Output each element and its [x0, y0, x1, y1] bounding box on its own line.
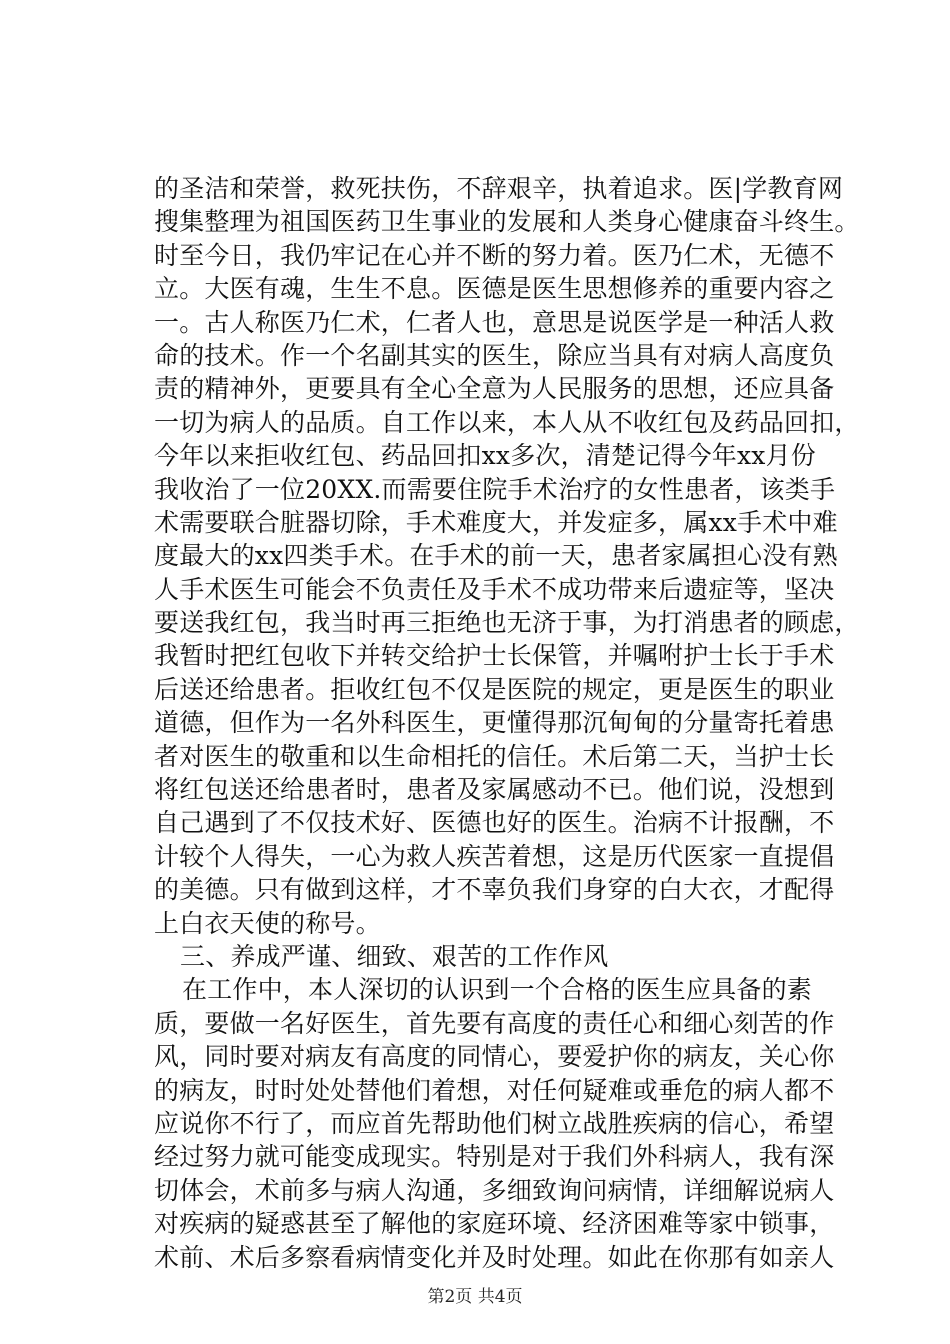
text-line: 风，同时要对病友有高度的同情心，要爱护你的病友，关心你: [154, 1042, 835, 1072]
text-line: 度最大的xx四类手术。在手术的前一天，患者家属担心没有熟: [154, 541, 838, 571]
text-line: 我暂时把红包收下并转交给护士长保管，并嘱咐护士长于手术: [154, 641, 835, 671]
text-line: 道德，但作为一名外科医生，更懂得那沉甸甸的分量寄托着患: [154, 708, 835, 738]
text-line: 搜集整理为祖国医药卫生事业的发展和人类身心健康奋斗终生。: [154, 207, 860, 237]
text-line: 责的精神外，更要具有全心全意为人民服务的思想，还应具备: [154, 374, 835, 404]
text-line: 自己遇到了不仅技术好、医德也好的医生。治病不计报酬，不: [154, 808, 835, 838]
text-line: 的美德。只有做到这样，才不辜负我们身穿的白大衣，才配得: [154, 875, 835, 905]
text-line: 质，要做一名好医生，首先要有高度的责任心和细心刻苦的作: [154, 1008, 835, 1038]
text-line: 将红包送还给患者时，患者及家属感动不已。他们说，没想到: [154, 775, 835, 805]
text-line: 对疾病的疑惑甚至了解他的家庭环境、经济困难等家中锁事，: [154, 1209, 835, 1239]
section-heading: 三、养成严谨、细致、艰苦的工作作风: [180, 941, 609, 971]
text-line: 的圣洁和荣誉，救死扶伤，不辞艰辛，执着追求。医|学教育网: [154, 174, 844, 203]
text-line: 计较个人得失，一心为救人疾苦着想，这是历代医家一直提倡: [154, 841, 835, 871]
text-line: 术前、术后多察看病情变化并及时处理。如此在你那有如亲人: [154, 1242, 835, 1272]
text-line: 立。大医有魂，生生不息。医德是医生思想修养的重要内容之: [154, 274, 835, 304]
text-line: 上白衣天使的称号。: [154, 908, 381, 938]
text-line: 人手术医生可能会不负责任及手术不成功带来后遗症等，坚决: [154, 574, 835, 604]
text-line: 经过努力就可能变成现实。特别是对于我们外科病人，我有深: [154, 1142, 835, 1172]
body-text: [154, 172, 860, 1274]
text-line: 时至今日，我仍牢记在心并不断的努力着。医乃仁术，无德不: [154, 240, 835, 270]
text-line: 的病友，时时处处替他们着想，对任何疑难或垂危的病人都不: [154, 1075, 835, 1105]
text-line: 我收治了一位20XX.而需要住院手术治疗的女性患者，该类手: [154, 474, 836, 504]
text-line: 要送我红包，我当时再三拒绝也无济于事，为打消患者的顾虑，: [154, 608, 860, 638]
text-line: 一切为病人的品质。自工作以来，本人从不收红包及药品回扣，: [154, 407, 860, 437]
text-line: 者对医生的敬重和以生命相托的信任。术后第二天，当护士长: [154, 741, 835, 771]
text-line: 应说你不行了，而应首先帮助他们树立战胜疾病的信心，希望: [154, 1108, 835, 1138]
text-line: 术需要联合脏器切除，手术难度大，并发症多，属xx手术中难: [154, 507, 838, 537]
text-line: 一。古人称医乃仁术，仁者人也，意思是说医学是一种活人救: [154, 307, 835, 337]
text-line: 今年以来拒收红包、药品回扣xx多次，清楚记得今年xx月份: [154, 441, 816, 471]
paragraph-first-line: 在工作中，本人深切的认识到一个合格的医生应具备的素: [182, 975, 813, 1005]
text-line: 后送还给患者。拒收红包不仅是医院的规定，更是医生的职业: [154, 674, 835, 704]
text-line: 命的技术。作一个名副其实的医生，除应当具有对病人高度负: [154, 340, 835, 370]
text-line: 切体会，术前多与病人沟通，多细致询问病情，详细解说病人: [154, 1175, 835, 1205]
page-number-footer: 第2页 共4页: [427, 1287, 523, 1307]
